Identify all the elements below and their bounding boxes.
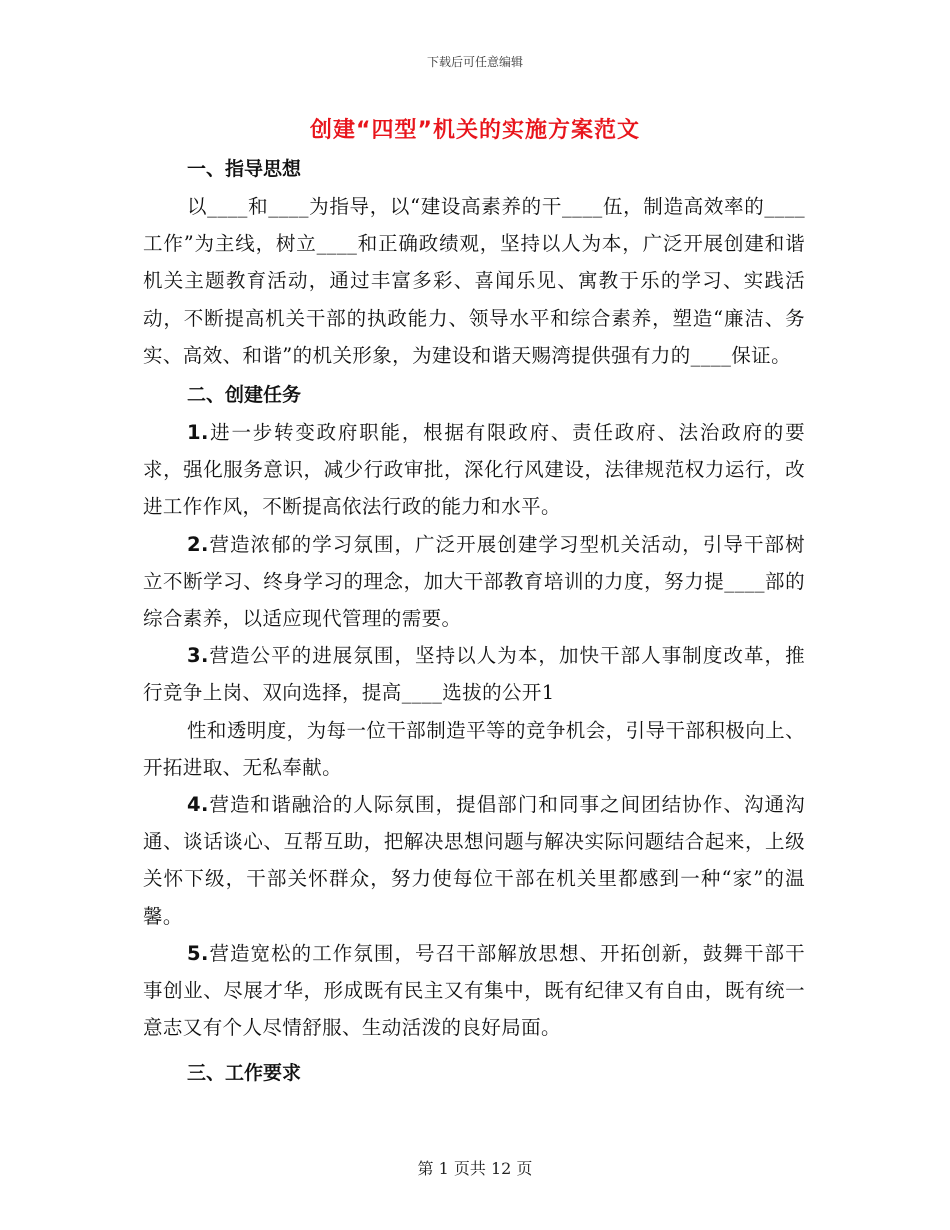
- task-item-text: 营造宽松的工作氛围，号召干部解放思想、开拓创新，鼓舞干部干事创业、尽展才华，形成既有民主又有集中，既有纪律又有自由，既有统一意志又有个人尽情舒服、生动活泼的良好局面。: [143, 941, 805, 1040]
- page-header-note: 下载后可任意编辑: [426, 55, 523, 69]
- task-item-5: [143, 935, 805, 1047]
- section-heading-guiding-thought: 一、指导思想: [187, 158, 302, 180]
- task-item-text: 营造公平的进展氛围，坚持以人为本，加快干部人事制度改革，推行竞争上岗、双向选择，提高____选拔的公开1: [143, 644, 805, 705]
- task-item-text: 性和透明度，为每一位干部制造平等的竞争机会，引导干部积极向上、开拓进取、无私奉献。: [143, 718, 805, 779]
- task-item-number: 4.: [187, 793, 209, 817]
- task-item-number: 3.: [187, 644, 209, 668]
- task-item-number: 2.: [187, 532, 209, 556]
- section-heading-tasks: 二、创建任务: [187, 384, 302, 407]
- task-item-number: 5.: [187, 941, 209, 965]
- task-item-text: 营造和谐融洽的人际氛围，提倡部门和同事之间团结协作、沟通沟通、谈话谈心、互帮互助，把解决思想问题与解决实际问题结合起来，上级关怀下级，干部关怀群众，努力使每位干部在机关里都感到一种“家”的温馨。: [143, 793, 805, 928]
- document-body: [143, 150, 805, 1092]
- task-item-1: [143, 414, 805, 526]
- section-heading-work-requirements: 三、工作要求: [187, 1062, 302, 1085]
- document-title: 创建“四型”机关的实施方案范文: [310, 118, 640, 143]
- task-item-3-continued: [143, 712, 805, 786]
- task-item-number: 1.: [187, 421, 209, 445]
- page-footer-number: 第 1 页共 12 页: [417, 1159, 533, 1178]
- task-item-2: [143, 526, 805, 638]
- task-item-text: 营造浓郁的学习氛围，广泛开展创建学习型机关活动，引导干部树立不断学习、终身学习的理念，加大干部教育培训的力度，努力提____部的综合素养，以适应现代管理的需要。: [143, 532, 805, 631]
- task-item-3: [143, 637, 805, 711]
- task-item-text: 进一步转变政府职能，根据有限政府、责任政府、法治政府的要求，强化服务意识，减少行政审批，深化行风建设，法律规范权力运行，改进工作作风，不断提高依法行政的能力和水平。: [143, 421, 805, 519]
- task-item-4: [143, 786, 805, 935]
- paragraph-guiding-thought: 以____和____为指导，以“建设高素养的干____伍，制造高效率的____工作”为主线，树立____和正确政绩观，坚持以人为本，广泛开展创建和谐机关主题教育活动，通过丰富多彩、喜闻乐见、寓教于乐的学习、实践活动，不断提高机关干部的执政能力、领导水平和综合素养，塑造“廉洁、务实、高效、和谐”的机关形象，为建设和谐天赐湾提供强有力的____保证。: [143, 195, 805, 367]
